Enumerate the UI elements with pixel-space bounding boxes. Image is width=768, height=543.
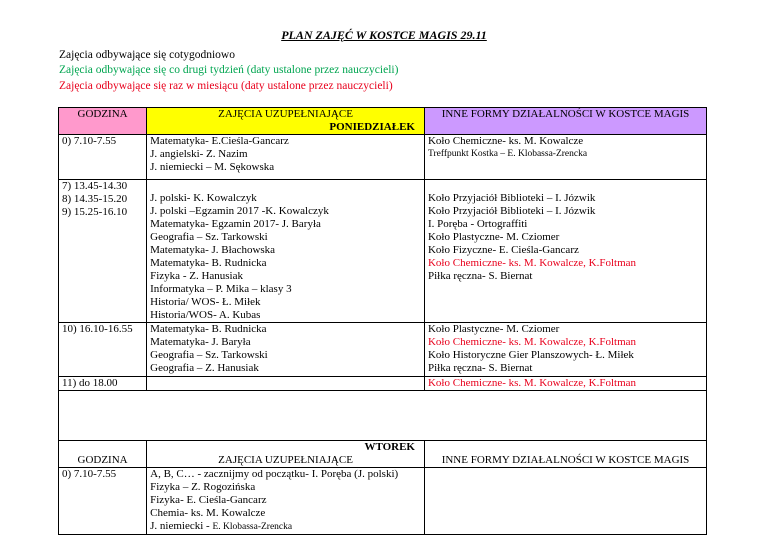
header-godzina: GODZINA — [59, 108, 147, 135]
other-cell: Koło Plastyczne- M. Cziomer Koło Chemiczne- ks. M. Kowalcze, K.Foltman Koło Historyczne Gier Planszowych- Ł. Miłek Piłka ręczna- S. Biernat — [424, 323, 706, 377]
other-cell — [424, 468, 706, 535]
legend-biweekly: Zajęcia odbywające się co drugi tydzień (daty ustalone przez nauczycieli) — [59, 64, 399, 76]
time-cell: 0) 7.10-7.55 — [59, 135, 147, 180]
table-row — [59, 323, 707, 377]
header-inne-tue: INNE FORMY DZIAŁALNOŚCI W KOSTCE MAGIS — [424, 441, 706, 468]
time-cell: 10) 16.10-16.55 — [59, 323, 147, 377]
header-zajecia-tue: WTOREK ZAJĘCIA UZUPEŁNIAJĄCE — [147, 441, 425, 468]
header-godzina-tue: GODZINA — [59, 441, 147, 468]
header-inne: INNE FORMY DZIAŁALNOŚCI W KOSTCE MAGIS — [424, 108, 706, 135]
table-row — [59, 377, 707, 391]
table-row — [59, 180, 707, 323]
header-row — [59, 108, 707, 135]
classes-cell — [147, 377, 425, 391]
other-cell: Koło Chemiczne- ks. M. Kowalcze, K.Foltman — [424, 377, 706, 391]
schedule-table — [58, 107, 707, 535]
header-zajecia: ZAJĘCIA UZUPEŁNIAJĄCE PONIEDZIAŁEK — [147, 108, 425, 135]
other-cell: Koło Chemiczne- ks. M. Kowalcze Treffpunkt Kostka – E. Klobassa-Zrencka — [424, 135, 706, 180]
time-cell: 7) 13.45-14.30 8) 14.35-15.20 9) 15.25-16.10 — [59, 180, 147, 323]
classes-cell: A, B, C… - zacznijmy od początku- I. Poręba (J. polski) Fizyka – Z. Rogozińska Fizyka- E. Cieśla-Gancarz Chemia- ks. M. Kowalcze J. niemiecki - E. Klobassa-Zrencka — [147, 468, 425, 535]
table-row — [59, 135, 707, 180]
table-row — [59, 468, 707, 535]
time-cell: 0) 7.10-7.55 — [59, 468, 147, 535]
classes-cell: J. polski- K. Kowalczyk J. polski –Egzamin 2017 -K. Kowalczyk Matematyka- Egzamin 2017- J. Baryła Geografia – Sz. Tarkowski Matematyka- J. Błachowska Matematyka- B. Rudnicka Fizyka - Z. Hanusiak Informatyka – P. Mika – klasy 3 Historia/ WOS- Ł. Miłek Historia/WOS- A. Kubas — [147, 180, 425, 323]
legend-weekly: Zajęcia odbywające się cotygodniowo — [59, 49, 235, 61]
page-title: PLAN ZAJĘĆ W KOSTCE MAGIS 29.11 — [281, 28, 487, 42]
time-cell: 11) do 18.00 — [59, 377, 147, 391]
day-tuesday: WTOREK — [364, 441, 415, 453]
classes-cell: Matematyka- B. Rudnicka Matematyka- J. Baryła Geografia – Sz. Tarkowski Geografia – Z. Hanusiak — [147, 323, 425, 377]
other-cell: Koło Przyjaciół Biblioteki – I. Józwik Koło Przyjaciół Biblioteki – I. Józwik I. Poręba - Ortograffiti Koło Plastyczne- M. Cziomer Koło Fizyczne- E. Cieśla-Gancarz Koło Chemiczne- ks. M. Kowalcze, K.Foltman Piłka ręczna- S. Biernat — [424, 180, 706, 323]
legend-monthly: Zajęcia odbywające się raz w miesiącu (daty ustalone przez nauczycieli) — [59, 80, 393, 92]
classes-cell: Matematyka- E.Cieśla-Gancarz J. angielski- Z. Nazim J. niemiecki – M. Sękowska — [147, 135, 425, 180]
spacer-row — [59, 391, 707, 441]
tuesday-header-row — [59, 441, 707, 468]
spacer-cell — [59, 391, 707, 441]
day-monday: PONIEDZIAŁEK — [329, 121, 415, 133]
